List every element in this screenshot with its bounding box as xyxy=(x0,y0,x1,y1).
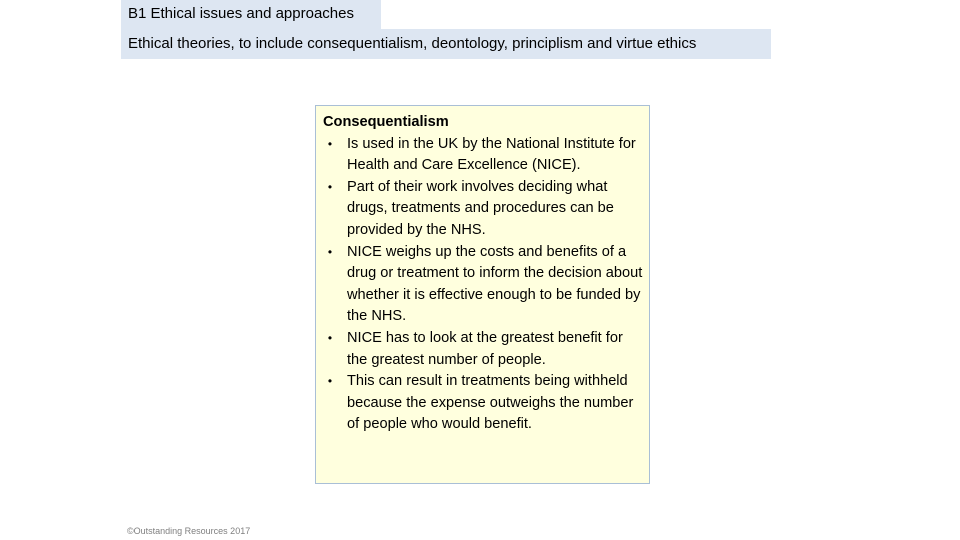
slide-subtitle xyxy=(121,29,771,59)
slide-subtitle-text: Ethical theories, to include consequentialism, deontology, principlism and virtue ethics xyxy=(128,35,697,52)
bullet-text: Is used in the UK by the National Institute for Health and Care Excellence (NICE). xyxy=(347,135,636,174)
copyright-footer: ©Outstanding Resources 2017 xyxy=(127,526,251,536)
slide-title-text: B1 Ethical issues and approaches xyxy=(128,5,354,22)
bullet-text: Part of their work involves deciding what drugs, treatments and procedures can be provided by the NHS. xyxy=(347,178,614,238)
bullet-text: This can result in treatments being withheld because the expense outweighs the number of people who would benefit. xyxy=(347,373,634,433)
bullet-icon: • xyxy=(327,244,333,259)
bullet-item xyxy=(323,371,643,436)
bullet-icon: • xyxy=(327,136,333,151)
consequentialism-textbox xyxy=(315,105,650,484)
bullet-item xyxy=(323,177,643,242)
content-heading: Consequentialism xyxy=(323,114,449,130)
bullet-icon: • xyxy=(327,330,333,345)
bullet-icon: • xyxy=(327,179,333,194)
bullet-item xyxy=(323,328,643,371)
bullet-text: NICE weighs up the costs and benefits of a drug or treatment to inform the decision about whether it is effective enough to be funded by the NHS. xyxy=(347,243,643,325)
bullet-text: NICE has to look at the greatest benefit for the greatest number of people. xyxy=(347,329,623,368)
bullet-list xyxy=(323,134,643,436)
slide-title xyxy=(121,0,381,29)
bullet-item xyxy=(323,134,643,177)
bullet-icon: • xyxy=(327,374,333,389)
bullet-item xyxy=(323,242,643,328)
